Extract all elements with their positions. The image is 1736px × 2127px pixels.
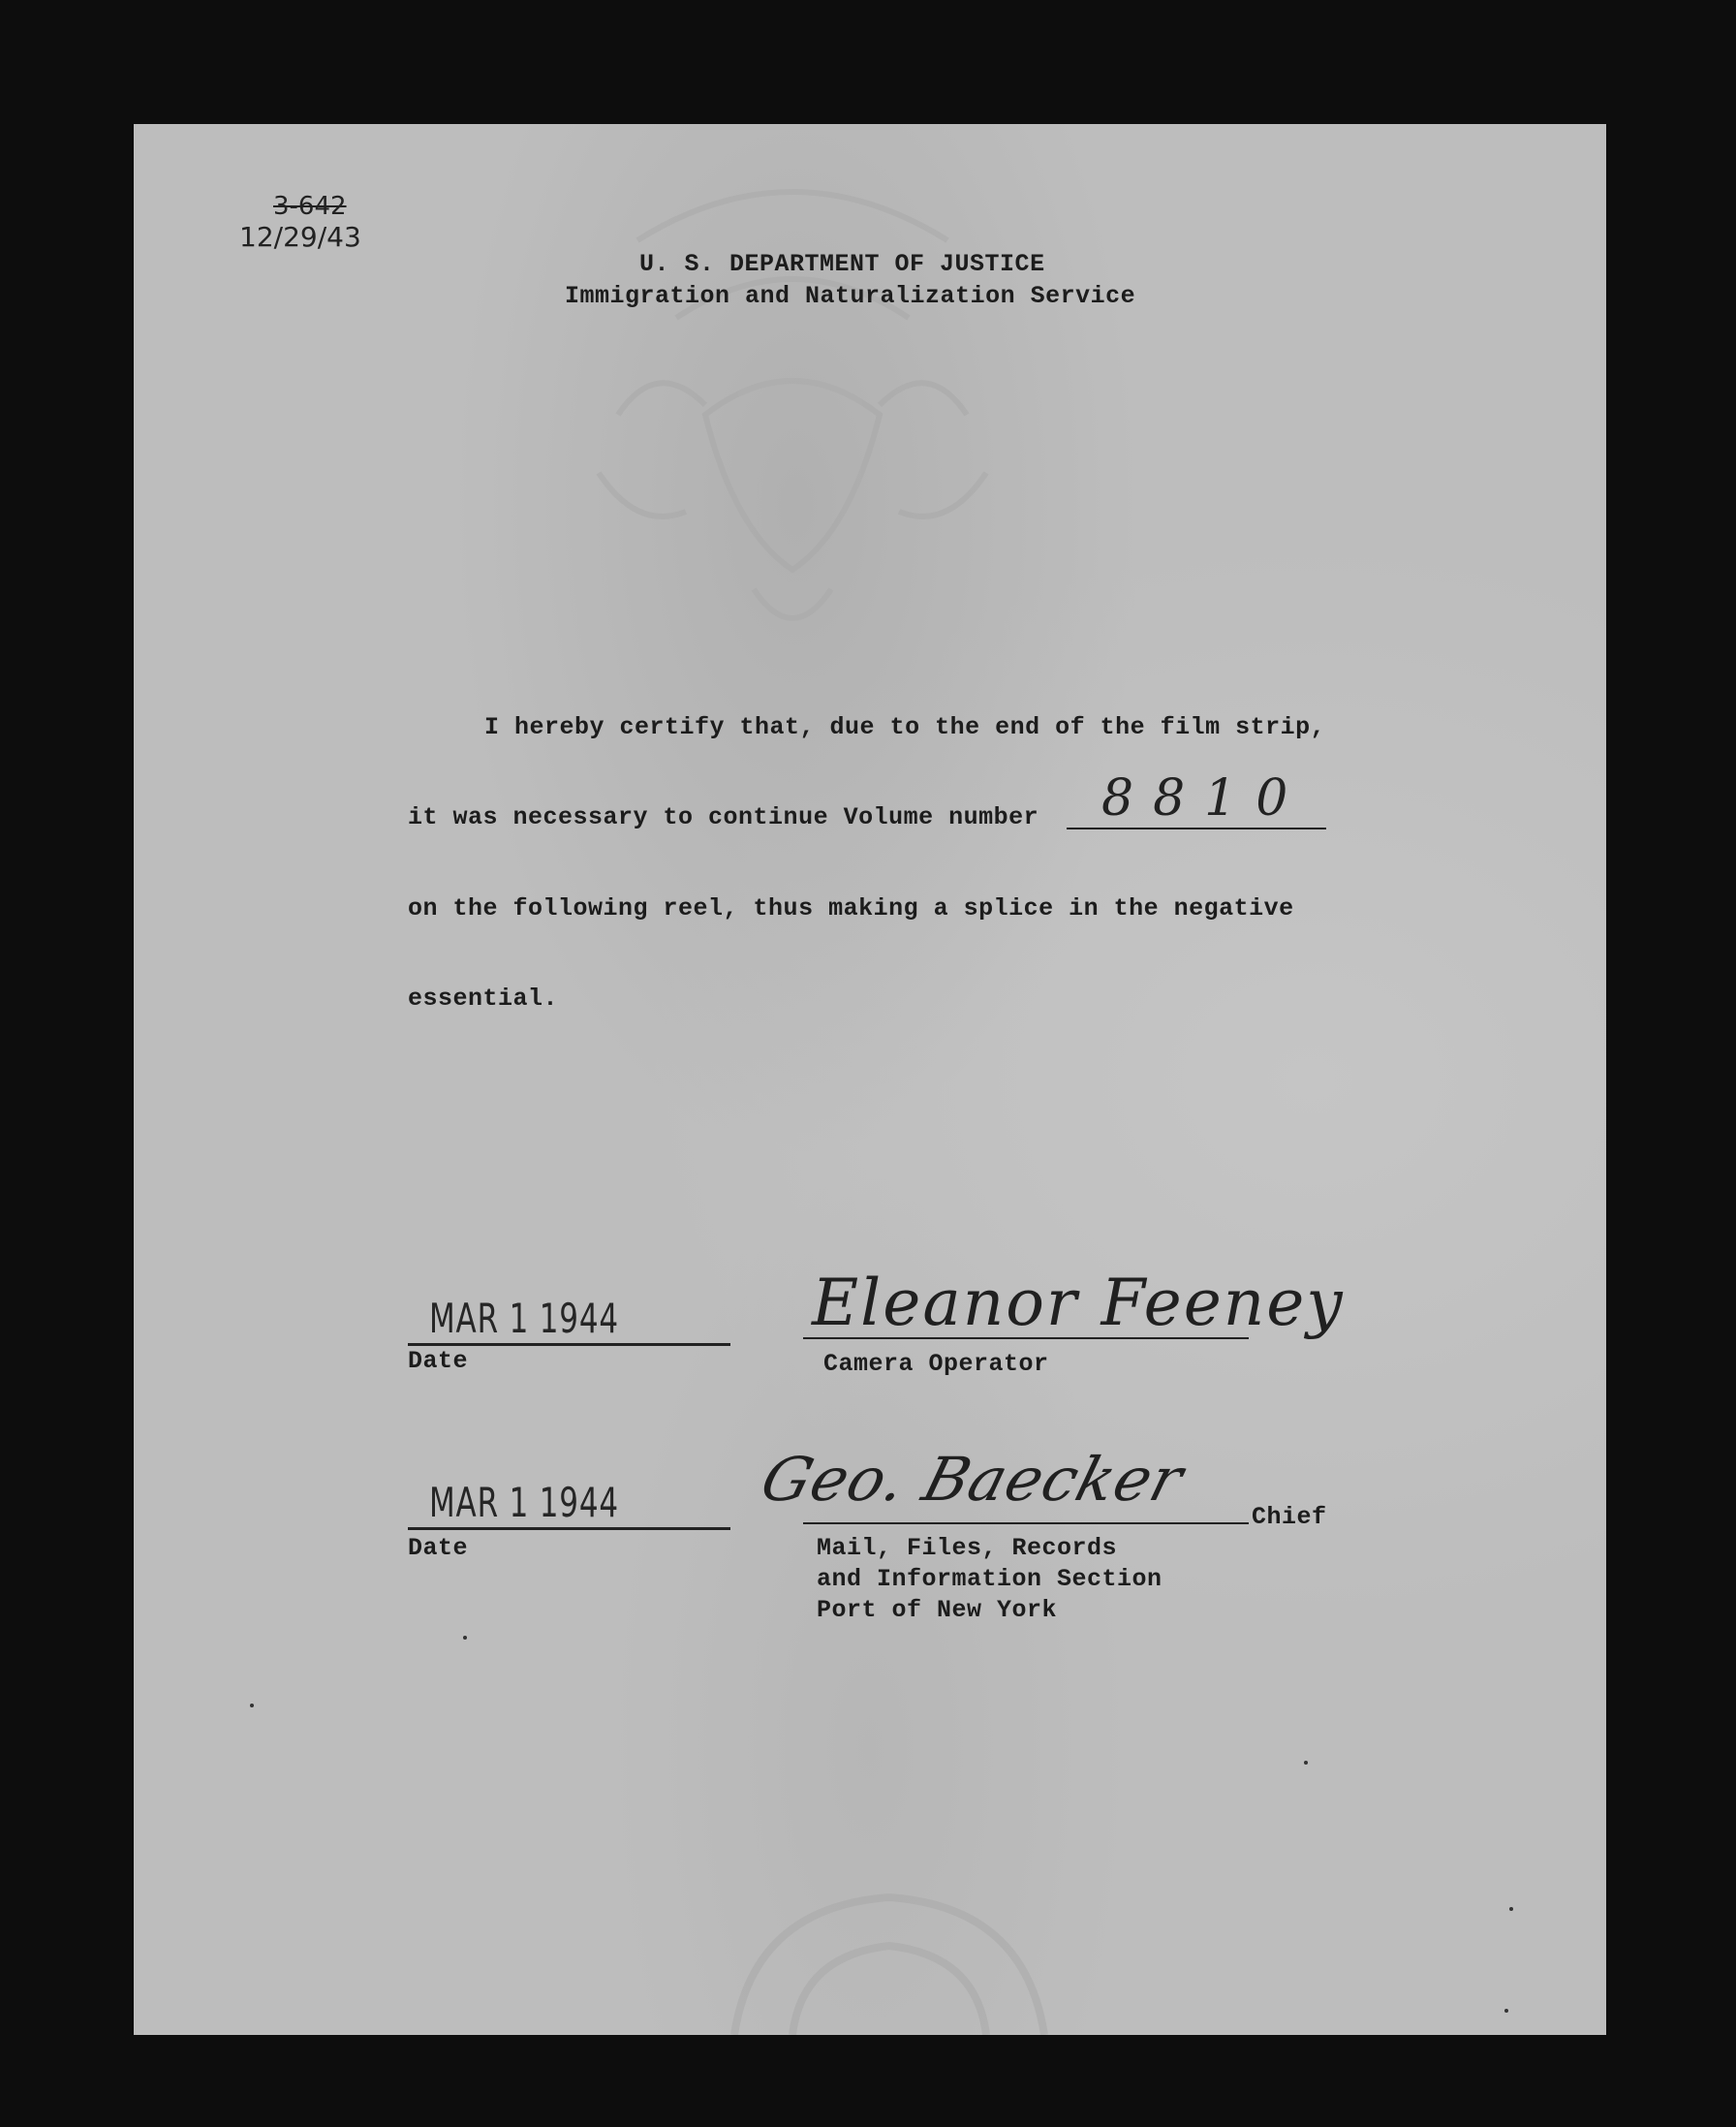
camera-date-field	[408, 1293, 730, 1346]
document-page	[134, 124, 1606, 2035]
chief-signature-line	[803, 1522, 1249, 1524]
file-date-notation: 12/29/43	[239, 221, 361, 253]
section-line-3: Port of New York	[817, 1596, 1058, 1624]
chief-signature: Geo. Baecker	[754, 1444, 1192, 1515]
camera-date-stamp: MAR 1 1944	[429, 1295, 619, 1342]
section-line-1: Mail, Files, Records	[817, 1534, 1118, 1562]
volume-number-value: 8810	[1101, 769, 1308, 828]
section-line-2: and Information Section	[817, 1565, 1162, 1593]
volume-number-field	[1067, 769, 1326, 829]
dust-speck	[463, 1636, 467, 1640]
chief-date-label: Date	[408, 1534, 469, 1562]
service-heading: Immigration and Naturalization Service	[565, 282, 1136, 310]
dust-speck	[1509, 1907, 1513, 1911]
chief-label: Chief	[1252, 1503, 1327, 1531]
chief-date-stamp: MAR 1 1944	[429, 1479, 619, 1526]
certificate-line-4: essential.	[408, 985, 559, 1013]
seal-watermark	[560, 124, 1025, 705]
camera-date-label: Date	[408, 1347, 469, 1375]
certificate-line-3: on the following reel, thus making a splice in the negative	[408, 894, 1294, 923]
dust-speck	[1304, 1761, 1308, 1765]
department-heading: U. S. DEPARTMENT OF JUSTICE	[639, 250, 1045, 278]
camera-operator-label: Camera Operator	[823, 1350, 1049, 1378]
certificate-line-2: it was necessary to continue Volume number	[408, 803, 1039, 831]
file-code-notation: 3-642	[273, 192, 347, 221]
certificate-line-1: I hereby certify that, due to the end of the film strip,	[484, 713, 1326, 741]
seal-watermark-bottom	[715, 1868, 1064, 2035]
dust-speck	[250, 1704, 254, 1707]
dust-speck	[1504, 2009, 1508, 2013]
camera-operator-signature: Eleanor Feeney	[812, 1266, 1345, 1340]
chief-date-field	[408, 1477, 730, 1530]
